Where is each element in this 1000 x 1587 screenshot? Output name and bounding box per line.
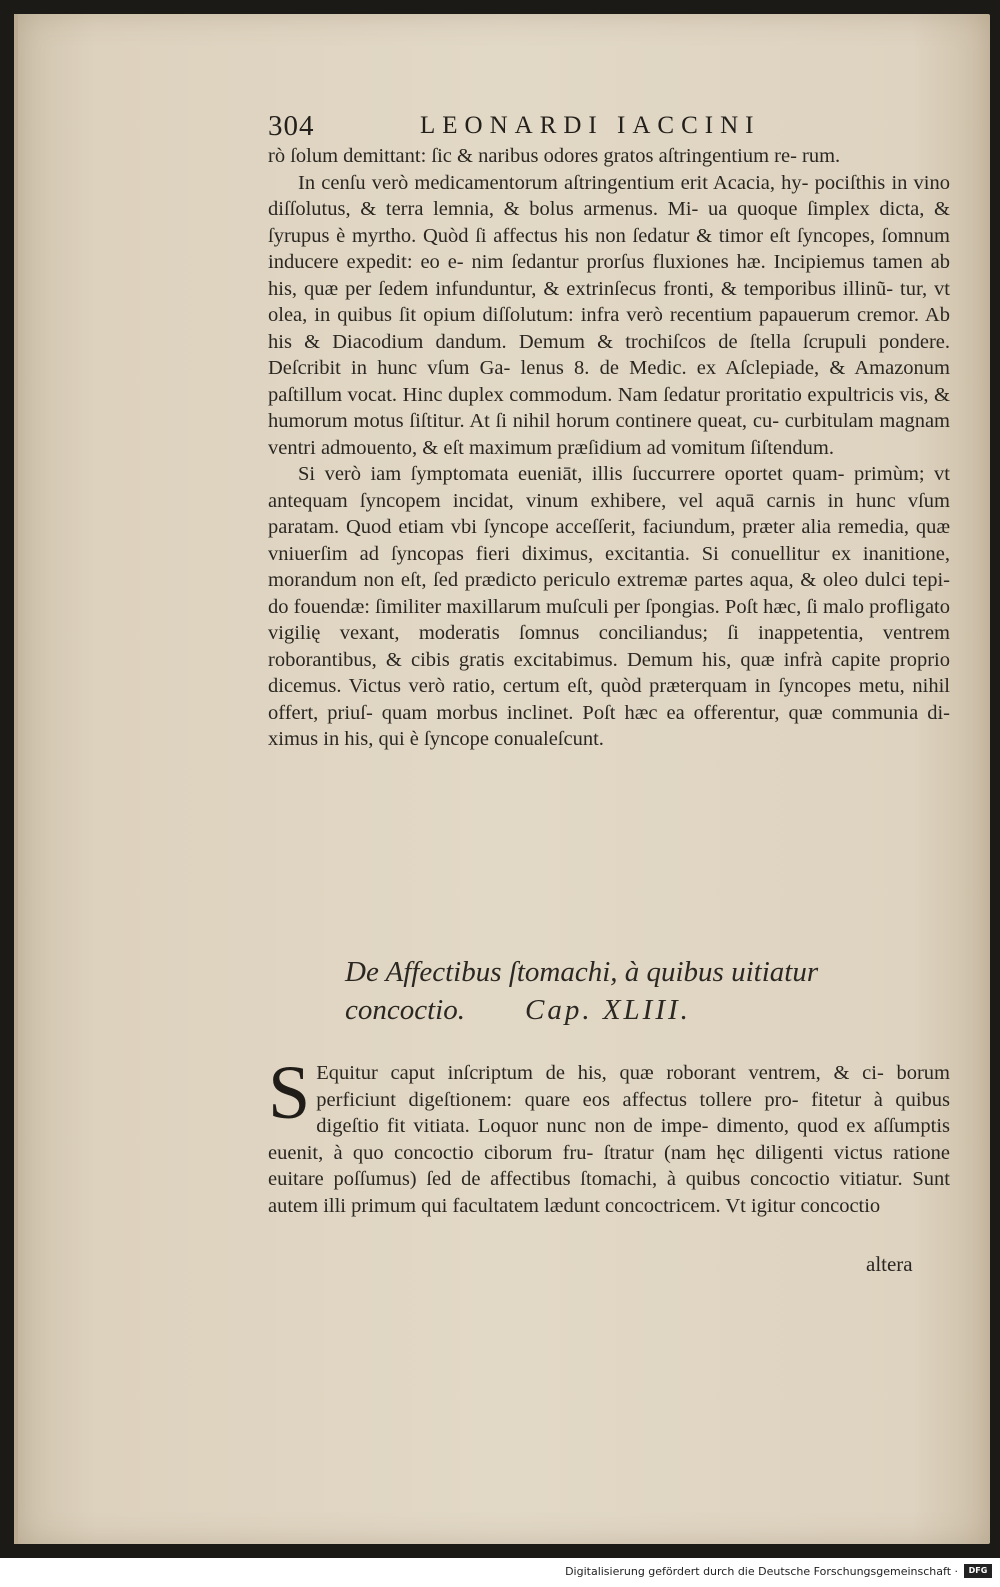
- running-head: [268, 110, 948, 146]
- chapter-text: [268, 1051, 950, 1219]
- running-title: LEONARDI IACCINI: [420, 112, 761, 139]
- paragraph: In cenſu verò medicamentorum aſtringentium erit Acacia, hy- pociſthis in vino diſſolutus, & terra lemnia, & bolus armenus. Mi- ua quoque ſimplex dicta, & ſyrupus è myrtho. Quòd ſi affectus his non ſedatur & timor eſt ſyncopes, ſomnum inducere expedit: eo e- nim ſedantur prorſus fluxiones hæ. Incipiemus tamen ab his, quæ per ſedem infunduntur, & extrinſecus fronti, & temporibus illinũ- tur, vt olea, in quibus ſit opium diſſolutum: infra verò recentium papauerum cremor. Ab his & Diacodium dandum. Demum & trochiſcos de ſtella ſcrupuli pondere. Deſcribit in hunc vſum Ga- lenus 8. de Medic. ex Aſclepiade, & Amazonum paſtillum vocat. Hinc duplex commodum. Nam ſedatur proritatio expultricis vis, & humorum motus ſiſtitur. At ſi nihil horum continere queat, cu- curbitulam magnam ventri admouento, & eſt maximum præſidium ad vomitum ſiſtendum.: [268, 171, 950, 459]
- body-text: [268, 143, 950, 753]
- footer-credit: Digitalisierung gefördert durch die Deutsche Forschungsgemeinschaft ·: [565, 1565, 958, 1578]
- paragraph: Si verò iam ſymptomata eueniāt, illis ſuccurrere oportet quam- primùm; vt antequam ſyncopem incidat, vinum exhibere, vel aquā carnis in hunc vſum paratam. Quod etiam vbi ſyncope acceſſerit, faciundum, præter alia remedia, quæ vniuerſim ad ſyncopas fieri diximus, excitantia. Si conuellitur ex inanitione, morandum non eſt, ſed prædicto periculo extremæ partes aqua, & oleo dulci tepi- do fouendæ: ſimiliter maxillarum muſculi per ſpongias. Poſt hæc, ſi malo profligato vigilię vexant, moderatis ſomnus conciliandus; ſi inappetentia, ventrem roborantibus, & cibis gratis excitabimus. Demum his, quæ infrà capite proprio dicemus. Victus verò ratio, certum eſt, quòd præterquam in ſyncopes metu, nihil offert, priuſ- quam morbus inclinet. Poſt hæc ea offerentur, quæ communia di- ximus in his, qui è ſyncope conualeſcunt.: [268, 463, 950, 750]
- page-number: 304: [268, 110, 315, 142]
- chapter-heading: [345, 953, 865, 1029]
- catchword: altera: [866, 1252, 913, 1276]
- chapter-number: Cap. XLIII.: [524, 994, 691, 1026]
- paragraph: rò ſolum demittant: ſic & naribus odores gratos aſtringentium re- rum.: [268, 145, 841, 167]
- chapter-paragraph: Equitur caput inſcriptum de his, quæ roborant ventrem, & ci- borum perficiunt digeſtionem: quare eos affectus tollere pro- fitetur à quibus digeſtio fit vitiata. Loquor nunc non de impe- dimento, quod ex aſſumptis euenit, à quo concoctio ciborum fru- ſtratur (nam hęc diligenti victus ratione euitare poſſumus) ſed de affectibus ſtomachi, à quibus concoctio vitiatur. Sunt autem illi primum qui facultatem lædunt concoctricem. Vt igitur concoctio: [268, 1062, 950, 1217]
- chapter-heading-line-2: [345, 991, 865, 1029]
- chapter-heading-line: De Affectibus ſtomachi, à quibus uitiatur: [345, 956, 819, 988]
- dfg-logo: DFG: [964, 1564, 992, 1578]
- digitization-footer: [0, 1558, 1000, 1587]
- chapter-heading-line: concoctio.: [345, 994, 465, 1026]
- drop-cap: S: [268, 1051, 311, 1135]
